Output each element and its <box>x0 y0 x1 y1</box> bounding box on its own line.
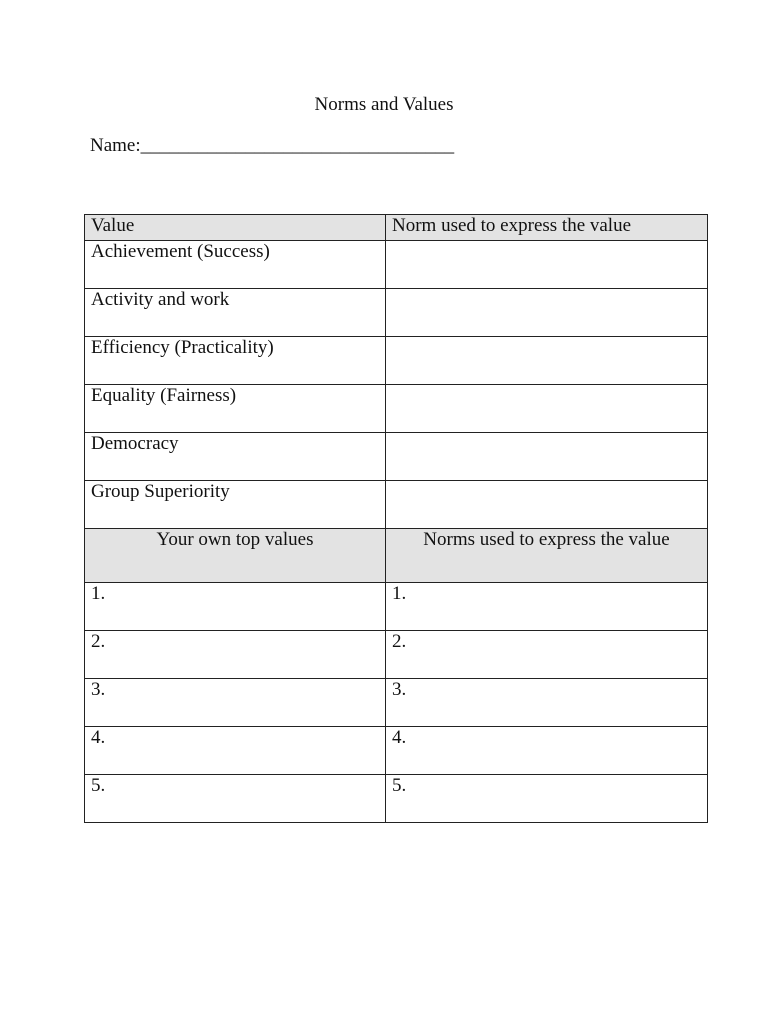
own-norms-header: Norms used to express the value <box>386 529 708 583</box>
norm-cell[interactable] <box>386 385 708 433</box>
table-row <box>85 727 708 775</box>
name-label: Name: <box>90 135 141 156</box>
norm-cell[interactable] <box>386 481 708 529</box>
own-norm-cell[interactable]: 1. <box>386 583 708 631</box>
own-norm-cell[interactable]: 5. <box>386 775 708 823</box>
value-cell: Group Superiority <box>85 481 386 529</box>
name-blank-line[interactable]: _________________________________ <box>140 135 455 156</box>
own-norm-cell[interactable]: 4. <box>386 727 708 775</box>
norm-cell[interactable] <box>386 241 708 289</box>
table-row <box>85 433 708 481</box>
own-values-header: Your own top values <box>85 529 386 583</box>
value-column-header: Value <box>85 215 386 241</box>
table-row <box>85 775 708 823</box>
norm-cell[interactable] <box>386 337 708 385</box>
value-cell: Democracy <box>85 433 386 481</box>
own-value-cell[interactable]: 5. <box>85 775 386 823</box>
table-header-row <box>85 215 708 241</box>
table-row <box>85 481 708 529</box>
own-value-cell[interactable]: 2. <box>85 631 386 679</box>
table-row <box>85 241 708 289</box>
table-row <box>85 631 708 679</box>
value-cell: Activity and work <box>85 289 386 337</box>
value-cell: Equality (Fairness) <box>85 385 386 433</box>
own-norm-cell[interactable]: 2. <box>386 631 708 679</box>
norm-cell[interactable] <box>386 289 708 337</box>
own-value-cell[interactable]: 4. <box>85 727 386 775</box>
value-cell: Achievement (Success) <box>85 241 386 289</box>
table-row <box>85 337 708 385</box>
own-values-header-row <box>85 529 708 583</box>
name-field[interactable] <box>90 135 454 157</box>
value-cell: Efficiency (Practicality) <box>85 337 386 385</box>
page-title: Norms and Values <box>314 94 454 115</box>
own-value-cell[interactable]: 1. <box>85 583 386 631</box>
table-row <box>85 289 708 337</box>
own-value-cell[interactable]: 3. <box>85 679 386 727</box>
table-row <box>85 385 708 433</box>
own-norm-cell[interactable]: 3. <box>386 679 708 727</box>
table-row <box>85 583 708 631</box>
norm-column-header: Norm used to express the value <box>386 215 708 241</box>
table-row <box>85 679 708 727</box>
norm-cell[interactable] <box>386 433 708 481</box>
values-table <box>84 214 708 823</box>
